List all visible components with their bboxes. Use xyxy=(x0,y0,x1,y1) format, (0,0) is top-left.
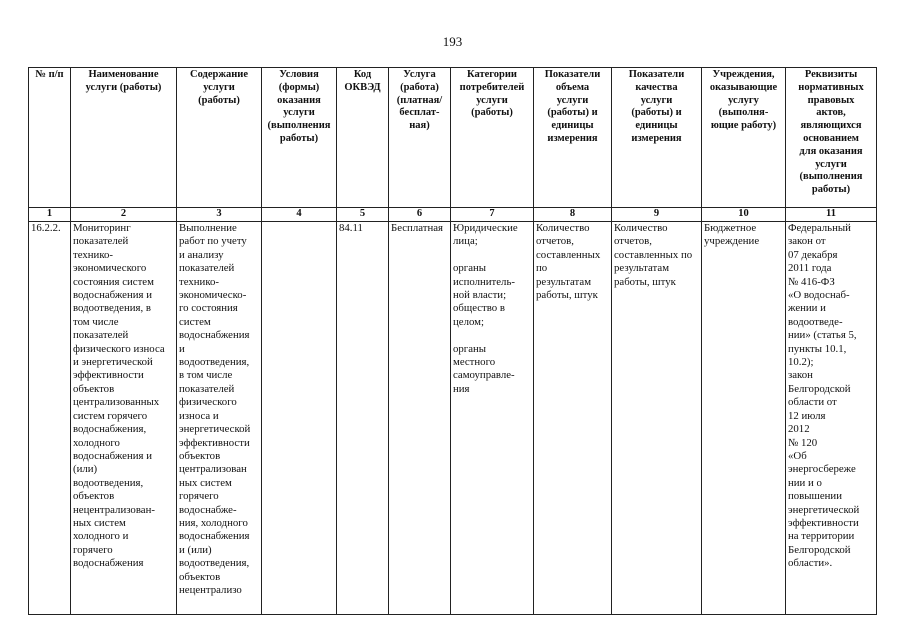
cell-line: Количество xyxy=(614,222,668,234)
cell-line: местного xyxy=(453,356,496,369)
cell-line: (работы) xyxy=(471,107,513,119)
cell-line: Белгородской xyxy=(788,382,851,395)
cell-line: горячего xyxy=(73,543,113,556)
cell-line: систем горячего xyxy=(73,409,148,422)
cell-line: услуги xyxy=(640,94,673,106)
cell-line: Бюджетное xyxy=(704,222,757,234)
cell-line: ных систем xyxy=(179,476,232,489)
column-number-row xyxy=(29,208,877,222)
cell-line: горячего xyxy=(179,490,219,503)
cell-line: (работы) и xyxy=(631,107,682,119)
cell-line: Код xyxy=(353,69,372,80)
cell-line: состояния систем xyxy=(73,275,154,288)
header-cell xyxy=(29,68,71,208)
cell-line: энергетической xyxy=(788,503,860,516)
okved-code-cell xyxy=(337,222,389,615)
cell-line: являющихся xyxy=(800,120,862,132)
cell-line: го состояния xyxy=(179,302,238,315)
cell-line: 2011 года xyxy=(788,262,832,275)
column-number: 1 xyxy=(29,208,71,222)
cell-line: единицы xyxy=(551,120,594,132)
header-cell xyxy=(786,68,877,208)
cell-line: энергосбереже xyxy=(788,463,856,476)
header-cell xyxy=(71,68,177,208)
cell-line: потребителей xyxy=(459,81,525,93)
cell-line: органы xyxy=(453,342,487,355)
cell-line: работы) xyxy=(811,184,851,196)
cell-line: (выполнения xyxy=(799,171,863,183)
cell-line: Реквизиты xyxy=(804,69,858,80)
header-cell xyxy=(702,68,786,208)
cell-line: № 416-ФЗ xyxy=(788,275,835,288)
cell-line: объектов xyxy=(73,490,115,503)
cell-line: физического xyxy=(179,396,237,409)
cell-line: объектов xyxy=(179,449,221,462)
cell-line: ных систем xyxy=(73,516,126,529)
header-cell xyxy=(451,68,534,208)
cell-line: Мониторинг xyxy=(73,222,131,234)
cell-line: экономическо- xyxy=(179,289,247,302)
cell-line: Наименование xyxy=(88,69,159,80)
cell-line: отчетов, xyxy=(536,235,574,248)
cell-line: (платная/ xyxy=(396,94,443,106)
cell-line: услуги xyxy=(283,107,315,119)
cell-line: целом; xyxy=(453,315,484,328)
header-cell xyxy=(612,68,702,208)
cell-line: работы, штук xyxy=(614,275,676,288)
cell-line: (работа) xyxy=(400,81,439,93)
header-row xyxy=(29,68,877,208)
cell-line: объектов xyxy=(179,570,221,583)
cell-line: ОКВЭД xyxy=(344,81,381,93)
cell-line: работы) xyxy=(279,132,319,144)
cell-line: результатам xyxy=(536,275,592,288)
cell-line: повышении xyxy=(788,490,842,503)
cell-line: Показатели xyxy=(544,69,601,80)
cell-line: том числе xyxy=(73,315,119,328)
column-number: 2 xyxy=(71,208,177,222)
cell-line: закон от xyxy=(788,235,826,248)
cell-line: показателей xyxy=(73,235,129,248)
cell-line: № 120 xyxy=(788,436,818,449)
cell-line: услуги xyxy=(476,94,508,106)
cell-line: нормативных xyxy=(798,81,864,93)
cell-line: энергетической xyxy=(179,423,251,436)
cell-line: (формы) xyxy=(278,81,320,93)
cell-line: органы xyxy=(453,262,487,275)
cell-line: по xyxy=(536,262,548,275)
cell-line: водоснабжения xyxy=(179,530,250,543)
cell-line: показателей xyxy=(179,382,235,395)
cell-line: технико- xyxy=(73,248,114,261)
cell-line: нецентрализо xyxy=(179,583,242,596)
cell-line: актов, xyxy=(816,107,846,119)
cell-line: Условия xyxy=(279,69,319,80)
cell-line: основанием xyxy=(803,132,859,144)
cell-line: закон xyxy=(788,369,813,382)
cell-line: пункты 10.1, xyxy=(788,342,847,355)
cell-line: показателей xyxy=(179,262,235,275)
header-cell xyxy=(262,68,337,208)
cell-line: систем xyxy=(179,315,211,328)
column-number: 5 xyxy=(337,208,389,222)
cell-line: на территории xyxy=(788,530,855,543)
cell-line: Категории xyxy=(467,69,517,80)
cell-line: 07 декабря xyxy=(788,248,838,261)
cell-line: технико- xyxy=(179,275,220,288)
cell-line: единицы xyxy=(635,120,678,132)
cell-line: услуги xyxy=(556,94,589,106)
cell-line: 16.2.2. xyxy=(31,222,61,234)
cell-line: области». xyxy=(788,557,833,570)
column-number: 4 xyxy=(262,208,337,222)
cell-line: услуги xyxy=(203,81,235,93)
cell-line: результатам xyxy=(614,262,670,275)
cell-line: оказывающие xyxy=(709,81,778,93)
cell-line: Показатели xyxy=(628,69,685,80)
cell-line: эффективности xyxy=(179,436,250,449)
row-number-cell xyxy=(29,222,71,615)
column-number: 6 xyxy=(389,208,451,222)
cell-line: лица; xyxy=(453,235,478,248)
cell-line: нии» (статья 5, xyxy=(788,329,857,342)
services-table xyxy=(28,67,877,615)
cell-line: нии и о xyxy=(788,476,822,489)
column-number: 7 xyxy=(451,208,534,222)
cell-line: качества xyxy=(635,81,678,93)
cell-line: Выполнение xyxy=(179,222,237,234)
institutions-cell xyxy=(702,222,786,615)
paid-free-cell xyxy=(389,222,451,615)
table-row xyxy=(29,222,877,615)
cell-line: Юридические xyxy=(453,222,518,234)
cell-line: холодного xyxy=(73,436,120,449)
cell-line: ной власти; xyxy=(453,289,507,302)
cell-line: услуги xyxy=(815,158,847,170)
quality-indicators-cell xyxy=(612,222,702,615)
cell-line xyxy=(453,329,531,342)
cell-line: составленных xyxy=(536,248,601,261)
cell-line: водоотведения, xyxy=(179,356,250,369)
cell-line: и xyxy=(179,342,185,355)
column-number: 9 xyxy=(612,208,702,222)
cell-line: водоснабжения и xyxy=(73,289,152,302)
cell-line: ющие работу) xyxy=(710,120,777,132)
cell-line: физического износа xyxy=(73,342,165,355)
cell-line: самоуправле- xyxy=(453,369,515,382)
cell-line: Белгородской xyxy=(788,543,851,556)
cell-line: ная) xyxy=(409,120,430,132)
cell-line: эффективности xyxy=(788,516,859,529)
cell-line: холодного и xyxy=(73,530,129,543)
cell-line: 10.2); xyxy=(788,356,814,369)
volume-indicators-cell xyxy=(534,222,612,615)
service-content-cell xyxy=(177,222,262,615)
cell-line: (выполнения xyxy=(267,120,331,132)
cell-line: 84.11 xyxy=(339,222,363,234)
cell-line: водоснабже- xyxy=(179,503,237,516)
cell-line: 2012 xyxy=(788,423,810,436)
cell-line: водоснабжения xyxy=(73,557,144,570)
cell-line: измерения xyxy=(547,132,598,144)
cell-line: водоснабжения xyxy=(179,329,250,342)
cell-line: Федеральный xyxy=(788,222,851,234)
cell-line: (работы) xyxy=(198,94,240,106)
cell-line: и (или) xyxy=(179,543,212,556)
cell-line: водоотведе- xyxy=(788,315,843,328)
cell-line: централизован xyxy=(179,463,247,476)
cell-line: водоотведения, xyxy=(179,557,250,570)
cell-line: и анализу xyxy=(179,248,224,261)
cell-line: объектов xyxy=(73,382,115,395)
cell-line: водоотведения, в xyxy=(73,302,151,315)
cell-line: (выполня- xyxy=(718,107,769,119)
cell-line: услуги (работы) xyxy=(85,81,162,93)
cell-line: и энергетической xyxy=(73,356,153,369)
cell-line: Учреждения, xyxy=(712,69,775,80)
cell-line xyxy=(453,249,531,262)
column-number: 11 xyxy=(786,208,877,222)
cell-line: водоотведения, xyxy=(73,476,144,489)
header-cell xyxy=(177,68,262,208)
page-number: 193 xyxy=(442,34,463,49)
column-number: 3 xyxy=(177,208,262,222)
cell-line: отчетов, xyxy=(614,235,652,248)
cell-line: составленных по xyxy=(614,248,693,261)
cell-line: эффективности xyxy=(73,369,144,382)
cell-line: работ по учету xyxy=(179,235,247,248)
column-number: 10 xyxy=(702,208,786,222)
cell-line: Бесплатная xyxy=(391,222,443,234)
service-conditions-cell xyxy=(262,222,337,615)
header-cell xyxy=(389,68,451,208)
cell-line: Содержание xyxy=(190,69,248,80)
cell-line: № п/п xyxy=(35,69,64,80)
cell-line: общество в xyxy=(453,302,505,315)
cell-line: водоснабжения, xyxy=(73,423,147,436)
cell-line: измерения xyxy=(631,132,682,144)
header-cell xyxy=(534,68,612,208)
cell-line: нецентрализован- xyxy=(73,503,155,516)
cell-line: централизованных xyxy=(73,396,160,409)
cell-line: области от xyxy=(788,396,837,409)
header-cell xyxy=(337,68,389,208)
cell-line: работы, штук xyxy=(536,289,598,302)
cell-line: 12 июля xyxy=(788,409,826,422)
cell-line: исполнитель- xyxy=(453,275,515,288)
legal-requisites-cell xyxy=(786,222,877,615)
service-name-cell xyxy=(71,222,177,615)
consumer-categories-cell xyxy=(451,222,534,615)
cell-line: экономического xyxy=(73,262,147,275)
cell-line: (или) xyxy=(73,463,98,476)
cell-line: износа и xyxy=(179,409,219,422)
cell-line: объема xyxy=(555,81,590,93)
cell-line: водоснабжения и xyxy=(73,449,152,462)
cell-line: ния, холодного xyxy=(179,516,248,529)
cell-line: учреждение xyxy=(704,235,760,248)
column-number: 8 xyxy=(534,208,612,222)
cell-line: Количество xyxy=(536,222,590,234)
cell-line: «О водоснаб- xyxy=(788,289,850,302)
cell-line: ния xyxy=(453,382,470,395)
cell-line: жении и xyxy=(788,302,826,315)
cell-line: Услуга xyxy=(403,69,436,80)
cell-line: оказания xyxy=(277,94,321,106)
cell-line: бесплат- xyxy=(399,107,440,119)
cell-line: «Об xyxy=(788,449,807,462)
cell-line: (работы) и xyxy=(547,107,598,119)
cell-line: показателей xyxy=(73,329,129,342)
cell-line: в том числе xyxy=(179,369,233,382)
cell-line: для оказания xyxy=(799,145,863,157)
cell-line: услугу xyxy=(728,94,759,106)
cell-line: правовых xyxy=(807,94,855,106)
